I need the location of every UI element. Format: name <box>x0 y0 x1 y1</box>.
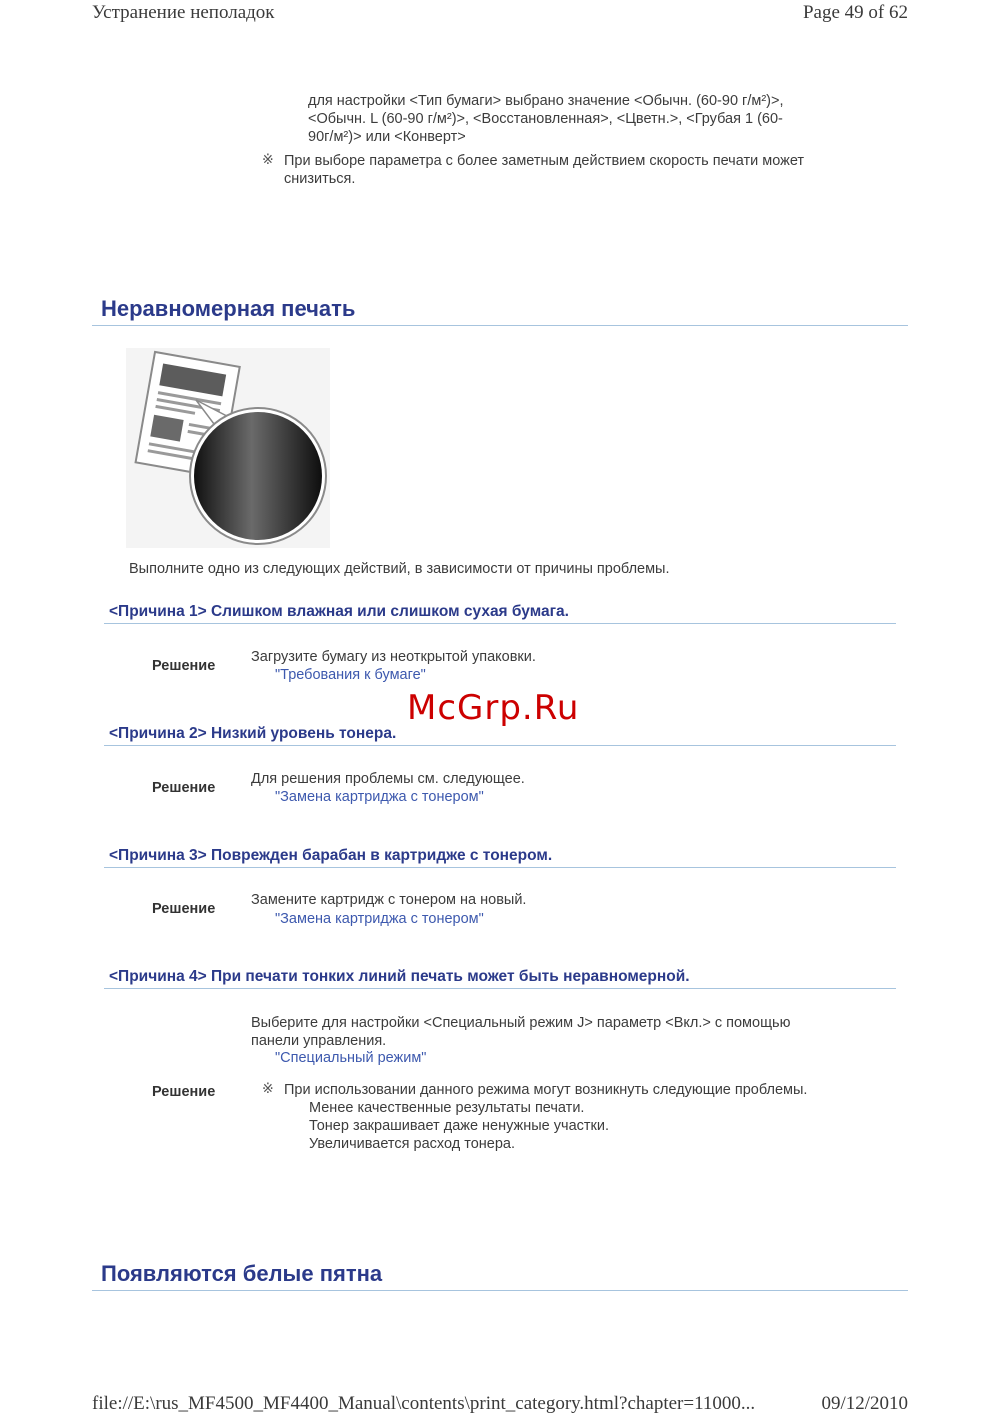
solution-label: Решение <box>152 780 216 796</box>
list-item: Увеличивается расход тонера. <box>309 1136 516 1152</box>
solution-line: Выберите для настройки <Специальный режим J> параметр <Вкл.> с помощью <box>251 1015 791 1031</box>
issue-list <box>309 1099 609 1153</box>
watermark: McGrp.Ru <box>407 688 580 728</box>
cause-3-heading: <Причина 3> Поврежден барабан в картридже с тонером. <box>104 847 896 868</box>
list-item: Тонер закрашивает даже ненужные участки. <box>309 1118 609 1134</box>
solution-label: Решение <box>152 901 216 917</box>
link-replace-toner-cartridge[interactable]: "Замена картриджа с тонером" <box>275 911 484 927</box>
instruction-text: Выполните одно из следующих действий, в зависимости от причины проблемы. <box>129 561 670 577</box>
solution-label: Решение <box>152 1084 216 1100</box>
link-replace-toner-cartridge[interactable]: "Замена картриджа с тонером" <box>275 789 484 805</box>
cause-1-heading: <Причина 1> Слишком влажная или слишком сухая бумага. <box>104 603 896 624</box>
cause-4-note: При использовании данного режима могут возникнуть следующие проблемы. <box>284 1082 808 1098</box>
cause-3-solution-text: Замените картридж с тонером на новый. <box>251 892 527 908</box>
note-line: снизиться. <box>284 171 356 187</box>
cause-4-solution-text <box>251 1014 790 1050</box>
section-heading-uneven-print: Неравномерная печать <box>92 296 908 326</box>
intro-line: <Обычн. L (60-90 г/м²)>, <Восстановленная>, <Цветн.>, <Грубая 1 (60- <box>308 111 783 127</box>
footer-file-path: file://E:\rus_MF4500_MF4400_Manual\contents\print_category.html?chapter=11000... <box>92 1393 756 1414</box>
note-line: При выборе параметра с более заметным действием скорость печати может <box>284 153 805 169</box>
note-icon: ※ <box>262 1081 274 1097</box>
cause-2-solution-text: Для решения проблемы см. следующее. <box>251 771 525 787</box>
note-icon: ※ <box>262 152 274 168</box>
solution-line: панели управления. <box>251 1033 387 1049</box>
cause-1-solution-text: Загрузите бумагу из неоткрытой упаковки. <box>251 649 536 665</box>
section-heading-white-spots: Появляются белые пятна <box>92 1261 908 1291</box>
intro-note <box>284 152 804 188</box>
intro-line: для настройки <Тип бумаги> выбрано значение <Обычн. (60-90 г/м²)>, <box>308 93 784 109</box>
link-paper-requirements[interactable]: "Требования к бумаге" <box>275 667 426 683</box>
solution-label: Решение <box>152 658 216 674</box>
link-special-mode[interactable]: "Специальный режим" <box>275 1050 427 1066</box>
page-number: Page 49 of 62 <box>802 2 908 23</box>
cause-2-heading: <Причина 2> Низкий уровень тонера. <box>104 725 896 746</box>
intro-line: 90г/м²)> или <Конверт> <box>308 129 466 145</box>
uneven-print-illustration <box>126 348 330 548</box>
footer-date: 09/12/2010 <box>821 1393 908 1414</box>
header-title: Устранение неполадок <box>92 2 275 23</box>
intro-paragraph <box>308 92 783 146</box>
cause-4-heading: <Причина 4> При печати тонких линий печать может быть неравномерной. <box>104 968 896 989</box>
list-item: Менее качественные результаты печати. <box>309 1100 585 1116</box>
